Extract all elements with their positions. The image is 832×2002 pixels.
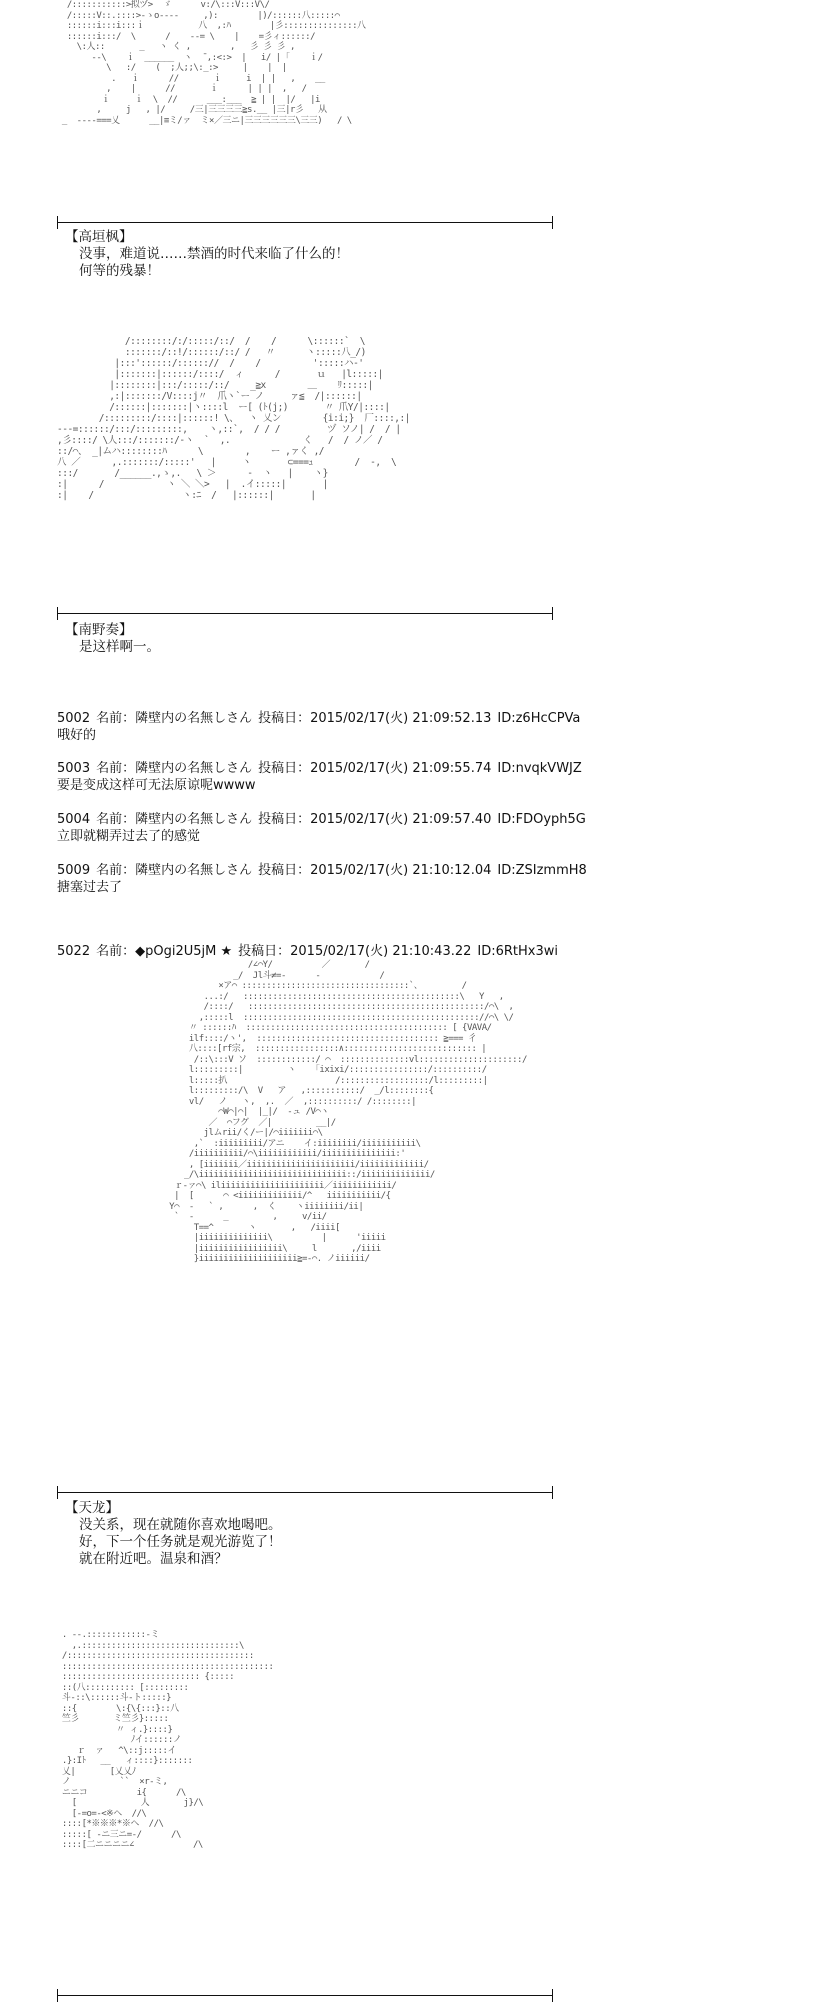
ascii-art-2: /::::::::/:/:::::/::/ / / \::::::` \ :::::::/::!/::::::/::/ / 〃 ヽ:::::八_/) |:::'::::::/::::::// / / ':::::ハ-' |:::::::|::::::/::::/ ィ / ｕ |l:::::| |::::::::|:::/:::::/::/ _≧x ＿ ﾘ:::::| ,:|:::::::/V::::j〃 爪ヽ`ー ノ ァ≦ /|::::::| /::::::|:::::::|ヽ::::l ー[ (ﾄ(j;) 〃 爪Y/|::::| /:::::::::/::::|::::::! \、 ヽ 乂ン {i:i;} 厂::::,:| -‐-=::::::/:::/:::::::::, ヽ,::`, / / / ヅ ソノ| / / | ,彡::::/ \人:::/:::::::/‐ヽ ` ,. く / / ノ／ / ::/⌒、 _|ムハ::::::::ﾊ \ , ー ,ァく ,/ 八 ／ ,.:::::::/:::::' | ヽ ⊂===ｭ / -, \ :::/ /______.,ゝ,. \ ＞ - ヽ | ヽ} :| / ヽ ＼ ＼> | .イ:::::| | :| / ヽ:ﾆ / |::::::| |: [57, 336, 410, 501]
post-name: 名前：隣壁内の名無しさん: [96, 812, 253, 827]
post-header: [57, 760, 588, 777]
post-id: ID:z6HcCPVa: [497, 711, 581, 726]
post-header: [57, 862, 593, 879]
post-body: 搪塞过去了: [57, 880, 123, 895]
post-number: 5022: [57, 944, 91, 959]
post-date: 投稿日：2015/02/17(火) 21:10:43.22: [238, 944, 472, 959]
speech-line: 没关系，现在就随你喜欢地喝吧。: [79, 1517, 282, 1533]
separator-line: [57, 1995, 553, 1996]
speech-line: 就在附近吧。温泉和酒？: [79, 1551, 228, 1567]
speech-line: 好，下一个任务就是观光游览了！: [79, 1534, 282, 1550]
post-number: 5002: [57, 711, 91, 726]
ascii-art-3: /∠⌒Y/ ／ / _/ Jl斗≠=- - / ×ア⌒ ::::::::::::::::::::::::::::::::::`、 / ...:/ ::::::::::::::::::::::::::::::::::::::::::::\ Y , /::::/ ::::::::::::::::::::::::::::::::::::::::::::::::/⌒\ , ,:::::l :::::::::::::::::::::::::::::::::::::::::::::::://⌒\ \/ 〃 ::::::ﾊ ::::::::::::::::::::::::::::::::::::::::: [ {VAVA/ ilf::::/ヽ', ::::::::::::::::::::::::::::::::::::: ≧=== 彳 八::::[rf宗, :::::::::::::::::∧::::::::::::::::::::::::::: | /::\:::V ソ ::::::::::::/ ⌒ ::::::::::::::vl:::::::::::::::::::::/ l:::::::::| ヽ ｢ixixi/::::::::::::::::/::::::::::/ l:::::扒 /::::::::::::::::::/l:::::::::| l:::::::::/\ V ア ,:::::::::::/ _/l::::::::{ vl/ ノ ヽ, ,. ／ ,::::::::::/ /::::::::| ⌒W⌒|⌒| |_|/ ‐ュ /V⌒ヽ ／ ⌒フグ ／| __|/ jlムrii/く/ー|/⌒iiiiiii⌒\ ,` :iiiiiiiii/アニ イ:iiiiiiii/iiiiiiiiiii\ /iiiiiiiiii/⌒\iiiiiiiiiiii/iiiiiiiiiiiiiii:' , [iiiiiii／iiiiiiiiiiiiiiiiiiiiii/iiiiiiiiiiiii/ _/\iiiiiiiiiiiiiiiiiiiiiiiiiiiiii::/iiiiiiiiiiiiii/ ｒ‐ァ⌒\ iliiiiiiiiiiiiiiiiiiiii／iiiiiiiiiiii/ | [ ⌒ <iiiiiiiiiiiii/^ iiiiiiiiiii/{ Y⌒ - ` , , く ヽiiiiiiii/ii| ` - _ , v/ii/ T==^ ヽ , /iiii[ |iiiiiiiiiiiiii\ | 'iiiii |iiiiiiiiiiiiiiiii\ l ,/iiii }iiiiiiiiiiiiiiiiiiii≧=-⌒. ノiiiiii/: [169, 960, 527, 1264]
speech-block-3: [57, 1500, 282, 1568]
post-name: 名前：隣壁内の名無しさん: [96, 711, 253, 726]
post-id: ID:FDOyph5G: [497, 812, 586, 827]
separator-line: [57, 1492, 553, 1493]
speaker-name: 【高垣枫】: [65, 229, 133, 245]
post-number: 5003: [57, 761, 91, 776]
post-5002: [57, 710, 586, 744]
post-date: 投稿日：2015/02/17(火) 21:09:55.74: [258, 761, 492, 776]
ascii-art-4: . --.::::::::::::-ミ ,.::::::::::::::::::::::::::::::::\ /:::::::::::::::::::::::::::::::::::::: ::::::::::::::::::::::::::::::::::::::::::: :::::::::::::::::::::::::::: {::::: ::(八:::::::::: [::::::::: 斗-::\::::::斗-ト:::::} ::{ \:{\{:::}::八 竺彡 ミ竺彡}::::: 〃 ィ.}::::} ﾉイ::::::ノ ｒ ァ ^\::j:::::イ .}:Iﾄ __ ィ::::}::::::: 乂| [乂乂ﾉ ノ `` ×r-ミ, ニニコ i{ /\ [ 人 j}/\ [-=o=-<※ヘ //\ ::::[*※※※*※ヘ //\ :::::[ -ニ三ニ=-/ /\ ::::[二ニニニニ∠ /\: [61, 1630, 274, 1850]
speaker-name: 【天龙】: [65, 1500, 119, 1516]
post-date: 投稿日：2015/02/17(火) 21:09:52.13: [258, 711, 492, 726]
speech-block-2: [57, 622, 160, 656]
post-5004: [57, 811, 592, 845]
speech-line: 何等的残暴！: [79, 263, 160, 279]
post-body: 哦好的: [57, 728, 97, 743]
separator-line: [57, 222, 553, 223]
post-body: 立即就糊弄过去了的感觉: [57, 829, 201, 844]
post-number: 5004: [57, 812, 91, 827]
post-5003: [57, 760, 588, 794]
post-number: 5009: [57, 863, 91, 878]
post-header: [57, 811, 592, 828]
post-header: [57, 943, 564, 960]
speech-block-1: [57, 229, 349, 280]
post-date: 投稿日：2015/02/17(火) 21:09:57.40: [258, 812, 492, 827]
post-body: 要是变成这样可无法原谅呢wwww: [57, 778, 256, 793]
ascii-art-1: /:::::::::::>拟ヅ> ゞ v:/\:::V:::V\/ /:::::V::.::::>-ゝo---- ,): |)/::::::八:::::⌒ ::::::i:::i:::ｉ 八 ,:ﾊ |彡:::::::::::::::八 ::::::i:::/ \ / --= \ | =彡ィ::::::/ \:人:: _ ヽ く , , 彡 彡 彡 , --\ ｉ ______ ヽ ̄ ,:<:> | i/ | ｢ ｉ/ \ :/ ( ;人;;\:_:> | | | . ｉ // ｉ i | | , __ , | // ｉ | | | , / ｉ ｉ \ // ___:___ ≧ | | |/ |i , j , |/ /三|三三三三≧s.__ |三|r彡 从 _ ----===乂 __|≡ミ/ァ ミ×／三ニ|三三三三三三\三三) / \: [61, 0, 366, 126]
post-id: ID:6RtHx3wi: [477, 944, 558, 959]
post-name: 名前：隣壁内の名無しさん: [96, 761, 253, 776]
post-id: ID:nvqkVWJZ: [497, 761, 582, 776]
speech-line: 是这样啊一。: [79, 639, 160, 655]
post-name: 名前：◆pOgi2U5jM ★: [96, 944, 233, 959]
separator-line: [57, 613, 553, 614]
speech-line: 没事，难道说……禁酒的时代来临了什么的！: [79, 246, 349, 262]
post-id: ID:ZSIzmmH8: [497, 863, 587, 878]
post-date: 投稿日：2015/02/17(火) 21:10:12.04: [258, 863, 492, 878]
post-name: 名前：隣壁内の名無しさん: [96, 863, 253, 878]
speaker-name: 【南野奏】: [65, 622, 133, 638]
post-header: [57, 710, 586, 727]
post-5022: [57, 943, 564, 960]
post-5009: [57, 862, 593, 896]
